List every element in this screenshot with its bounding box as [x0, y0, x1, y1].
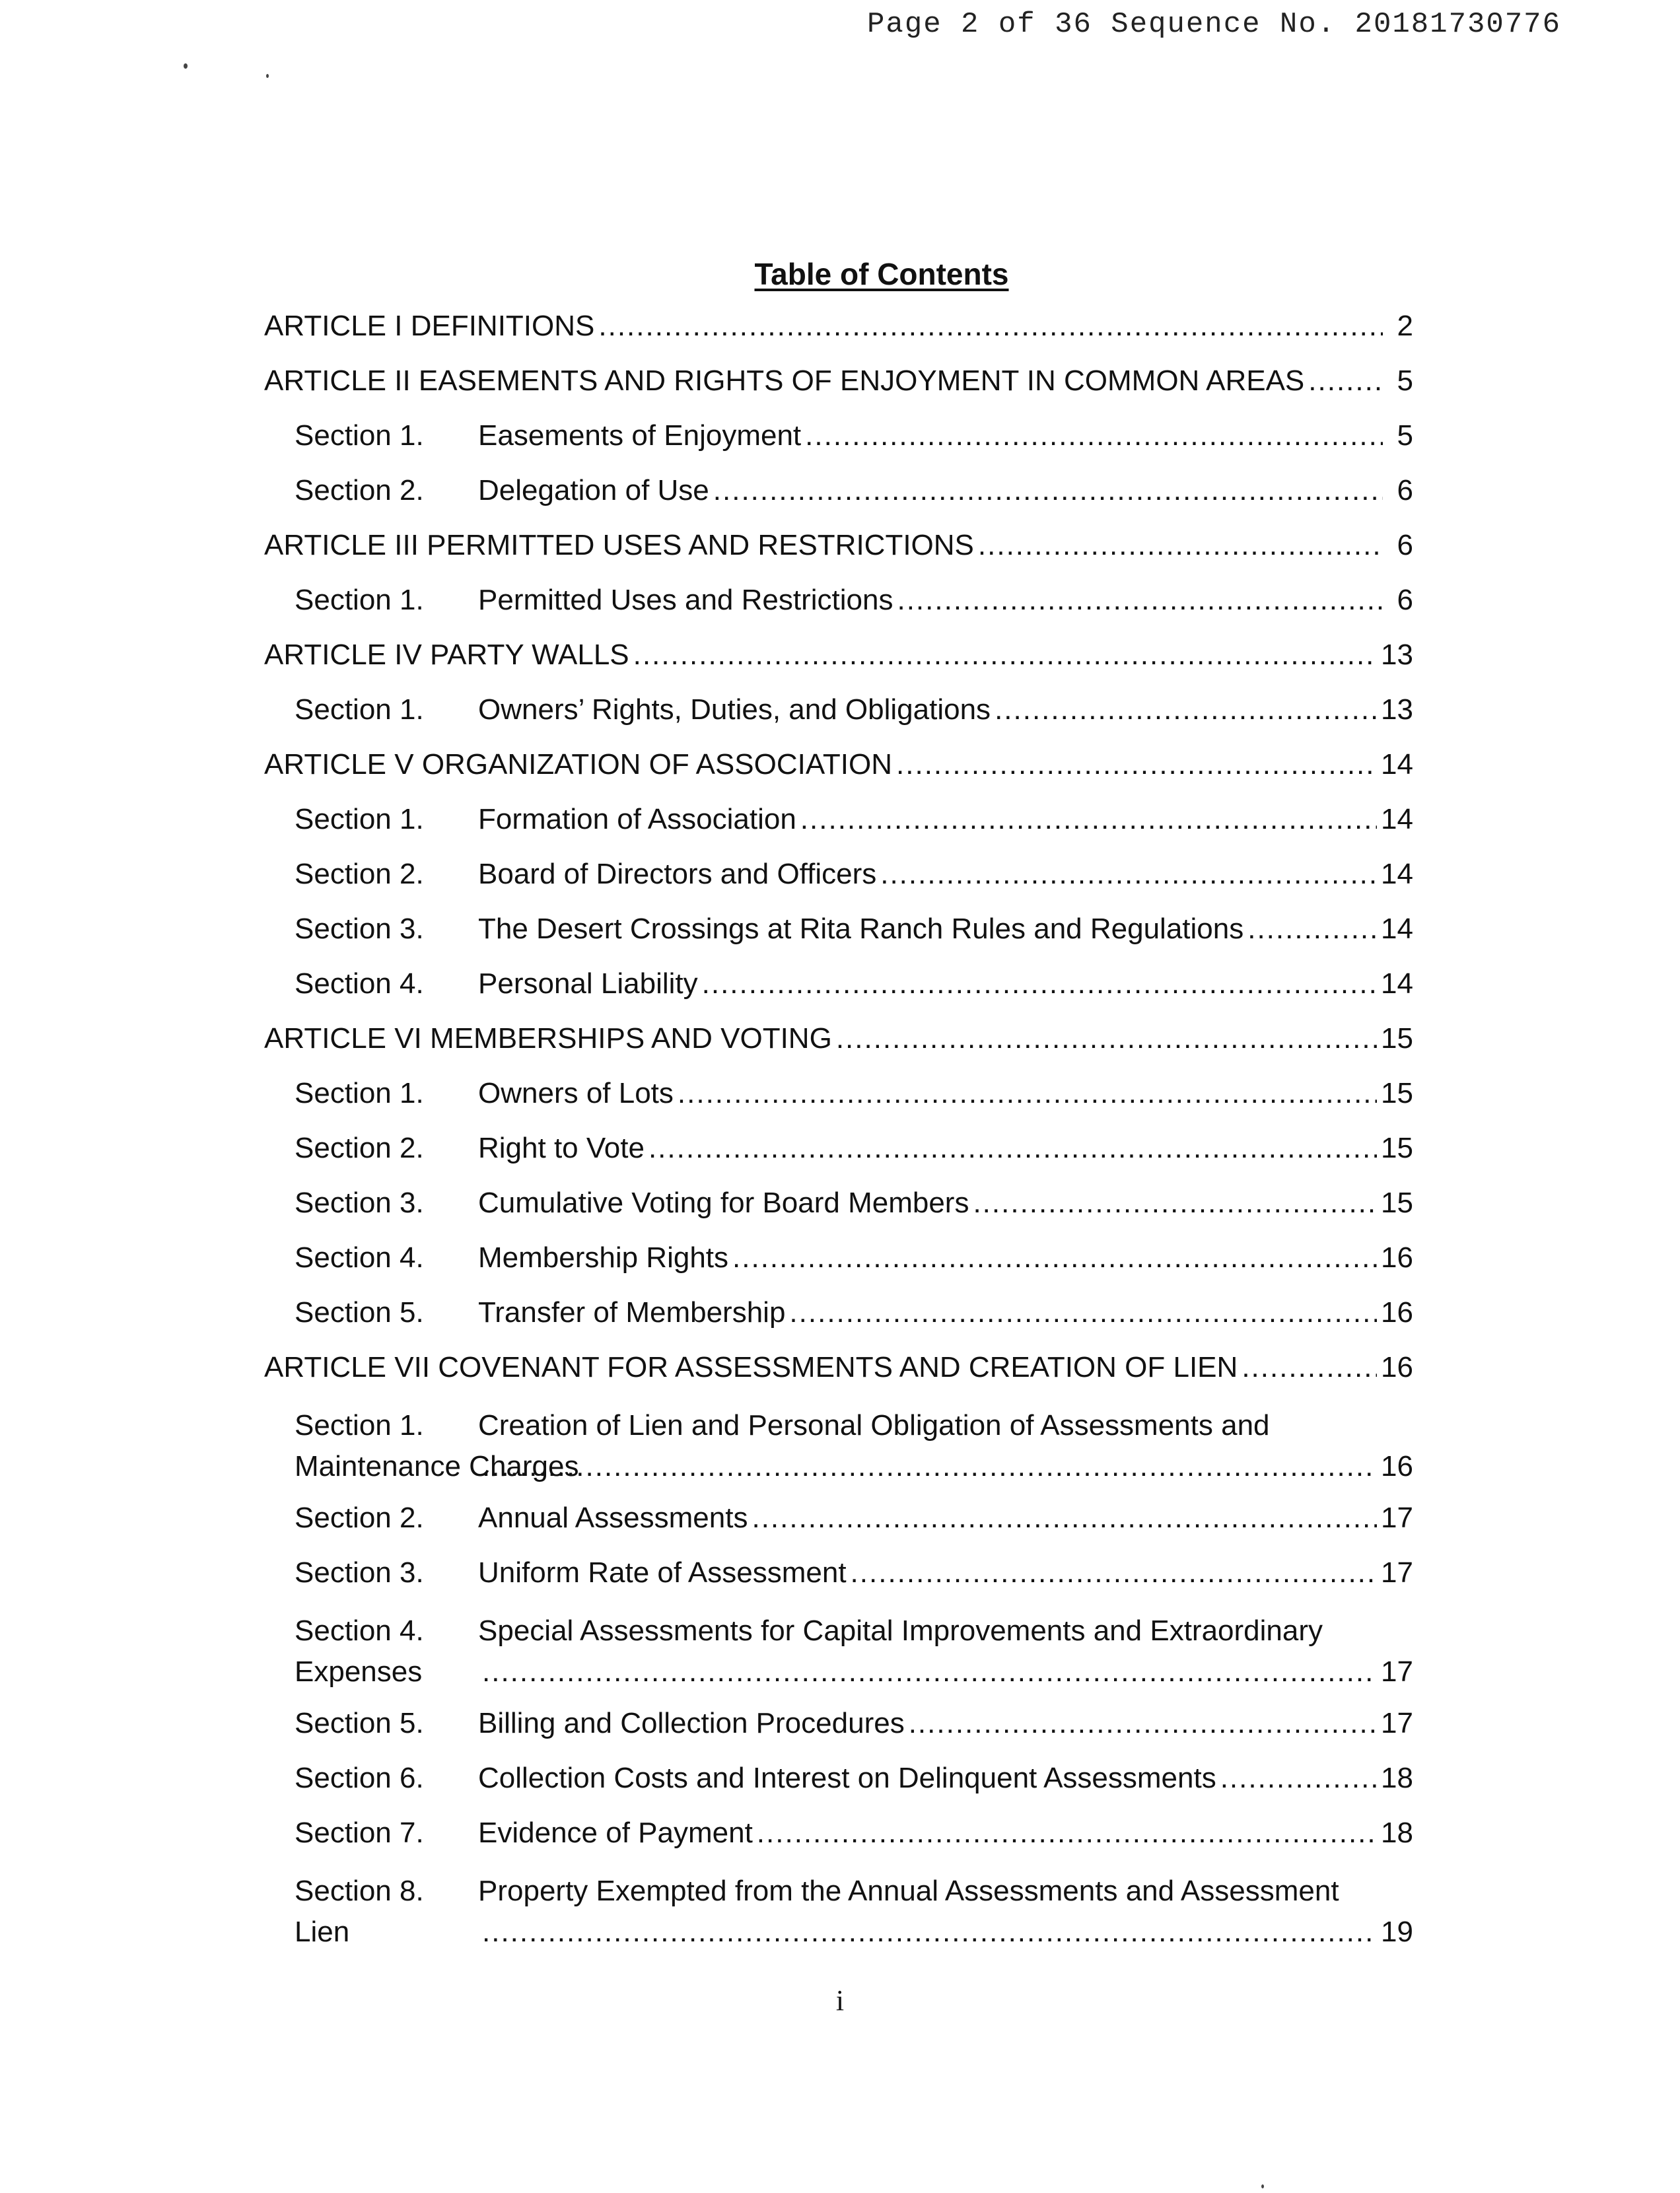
- toc-entry-label: Creation of Lien and Personal Obligation of Assessments and: [478, 1409, 1270, 1442]
- toc-section-entry[interactable]: [264, 1611, 1413, 1692]
- toc-entry-label: The Desert Crossings at Rita Ranch Rules and Regulations: [478, 913, 1244, 945]
- toc-entry-label: Membership Rights: [478, 1241, 729, 1274]
- dot-leader: [713, 473, 1383, 508]
- toc-section-entry[interactable]: [264, 912, 1413, 946]
- toc-entry-label: Delegation of Use: [478, 474, 709, 506]
- toc-entry-label-continued: Maintenance Charges: [295, 1450, 579, 1482]
- dot-leader: [909, 1706, 1377, 1741]
- toc-entry-page: 14: [1381, 748, 1413, 781]
- toc-section-entry[interactable]: [264, 1241, 1413, 1275]
- toc-section-entry[interactable]: [264, 419, 1413, 453]
- toc-article-entry[interactable]: [264, 309, 1413, 343]
- toc-title: Table of Contents: [754, 257, 1009, 291]
- toc-entry-page: 17: [1381, 1707, 1413, 1739]
- dot-leader: [1247, 912, 1377, 946]
- toc-entry-page: 16: [1381, 1241, 1413, 1274]
- toc-entry-page: 14: [1381, 803, 1413, 835]
- dot-leader: [805, 419, 1383, 453]
- toc-entry-page: 15: [1381, 1022, 1413, 1055]
- toc-entry-label: Property Exempted from the Annual Assessments and Assessment: [478, 1875, 1339, 1907]
- toc-entry-label: ARTICLE IV PARTY WALLS: [264, 639, 629, 671]
- toc-entry-page: 13: [1381, 639, 1413, 671]
- toc-section-number: Section 1.: [295, 1077, 424, 1109]
- toc-entry-page: 16: [1381, 1296, 1413, 1329]
- toc-section-entry[interactable]: [264, 473, 1413, 508]
- toc-section-number: Section 6.: [295, 1762, 424, 1794]
- toc-entry-page: 14: [1381, 967, 1413, 1000]
- toc-entry-label: Cumulative Voting for Board Members: [478, 1187, 969, 1219]
- toc-entry-page: 6: [1397, 529, 1413, 561]
- toc-entry-label: ARTICLE III PERMITTED USES AND RESTRICTIONS: [264, 529, 974, 561]
- page-number-footer: i: [835, 1984, 845, 2017]
- toc-section-number: Section 2.: [295, 1502, 424, 1534]
- toc-section-entry[interactable]: [264, 693, 1413, 727]
- toc-entry-label: ARTICLE VI MEMBERSHIPS AND VOTING: [264, 1022, 832, 1055]
- dot-leader: [752, 1501, 1377, 1535]
- toc-section-number: Section 1.: [295, 419, 424, 452]
- toc-entry-label: Personal Liability: [478, 967, 698, 1000]
- toc-section-entry[interactable]: [264, 1706, 1413, 1741]
- toc-section-number: Section 3.: [295, 913, 424, 945]
- dot-leader: [633, 638, 1377, 672]
- toc-entry-label: Board of Directors and Officers: [478, 858, 877, 890]
- toc-entry-page: 14: [1381, 913, 1413, 945]
- toc-entry-label-continued: Expenses: [295, 1655, 423, 1688]
- toc-article-entry[interactable]: [264, 1022, 1413, 1056]
- toc-section-entry[interactable]: [264, 1076, 1413, 1111]
- toc-entry-page: 17: [1381, 1556, 1413, 1589]
- toc-section-entry[interactable]: [264, 802, 1413, 837]
- toc-entry-page: 5: [1397, 419, 1413, 452]
- toc-entry-page: 15: [1381, 1187, 1413, 1219]
- toc-entry-page: 6: [1397, 584, 1413, 616]
- dot-leader: [973, 1186, 1377, 1220]
- dot-leader: [648, 1131, 1377, 1166]
- toc-section-number: Section 4.: [295, 1615, 424, 1647]
- toc-section-number: Section 4.: [295, 1241, 424, 1274]
- toc-section-entry[interactable]: [264, 1501, 1413, 1535]
- toc-section-number: Section 7.: [295, 1817, 424, 1849]
- toc-section-number: Section 5.: [295, 1296, 424, 1329]
- toc-entry-page: 14: [1381, 858, 1413, 890]
- toc-section-entry[interactable]: [264, 1405, 1413, 1487]
- toc-section-number: Section 2.: [295, 858, 424, 890]
- toc-entry-page: 15: [1381, 1077, 1413, 1109]
- toc-entry-label: Annual Assessments: [478, 1502, 748, 1534]
- toc-entry-page: 15: [1381, 1132, 1413, 1164]
- page-sequence-header: Page 2 of 36 Sequence No. 20181730776: [867, 8, 1561, 41]
- toc-section-entry[interactable]: [264, 1296, 1413, 1330]
- toc-article-entry[interactable]: [264, 1350, 1413, 1385]
- toc-entry-label: ARTICLE I DEFINITIONS: [264, 310, 595, 342]
- toc-section-entry[interactable]: [264, 967, 1413, 1001]
- dot-leader: [482, 1446, 1377, 1487]
- toc-article-entry[interactable]: [264, 528, 1413, 563]
- table-of-contents: [264, 256, 1413, 1967]
- toc-section-entry[interactable]: [264, 857, 1413, 891]
- dot-leader: [897, 583, 1383, 617]
- toc-entry-label: Owners’ Rights, Duties, and Obligations: [478, 693, 991, 726]
- dot-leader: [1308, 364, 1383, 398]
- dot-leader: [995, 693, 1377, 727]
- toc-entry-label: Easements of Enjoyment: [478, 419, 802, 452]
- dot-leader: [678, 1076, 1377, 1111]
- toc-article-entry[interactable]: [264, 748, 1413, 782]
- toc-entry-page: 13: [1381, 693, 1413, 726]
- toc-section-entry[interactable]: [264, 1871, 1413, 1953]
- toc-section-entry[interactable]: [264, 1761, 1413, 1795]
- toc-entry-page: 6: [1397, 474, 1413, 506]
- toc-section-entry[interactable]: [264, 583, 1413, 617]
- toc-entry-page: 5: [1397, 365, 1413, 397]
- scan-speck: [1261, 2184, 1264, 2188]
- scan-speck: [266, 74, 269, 78]
- toc-entry-label: ARTICLE V ORGANIZATION OF ASSOCIATION: [264, 748, 893, 781]
- toc-entry-label: Uniform Rate of Assessment: [478, 1556, 847, 1589]
- toc-entry-label: Formation of Association: [478, 803, 796, 835]
- toc-entry-page: 17: [1381, 1655, 1413, 1688]
- dot-leader: [851, 1556, 1378, 1590]
- dot-leader: [978, 528, 1383, 563]
- toc-entry-label: Permitted Uses and Restrictions: [478, 584, 893, 616]
- toc-entry-label: Billing and Collection Procedures: [478, 1707, 905, 1739]
- toc-section-number: Section 1.: [295, 803, 424, 835]
- toc-section-entry[interactable]: [264, 1131, 1413, 1166]
- toc-entry-label: Special Assessments for Capital Improvements and Extraordinary: [478, 1615, 1323, 1647]
- dot-leader: [896, 748, 1377, 782]
- toc-entry-page: 19: [1381, 1916, 1413, 1948]
- dot-leader: [702, 967, 1377, 1001]
- toc-entry-page: 18: [1381, 1762, 1413, 1794]
- toc-section-number: Section 8.: [295, 1875, 424, 1907]
- dot-leader: [732, 1241, 1377, 1275]
- dot-leader: [482, 1912, 1377, 1953]
- dot-leader: [757, 1816, 1377, 1850]
- toc-section-entry[interactable]: [264, 1186, 1413, 1220]
- toc-section-entry[interactable]: [264, 1556, 1413, 1590]
- dot-leader: [880, 857, 1377, 891]
- toc-section-number: Section 2.: [295, 474, 424, 506]
- toc-entry-label: ARTICLE II EASEMENTS AND RIGHTS OF ENJOYMENT IN COMMON AREAS: [264, 365, 1305, 397]
- toc-section-number: Section 4.: [295, 967, 424, 1000]
- toc-entries: [264, 309, 1413, 1953]
- toc-entry-label-continued: Lien: [295, 1916, 350, 1948]
- toc-section-entry[interactable]: [264, 1816, 1413, 1850]
- dot-leader: [1220, 1761, 1377, 1795]
- toc-section-number: Section 2.: [295, 1132, 424, 1164]
- toc-entry-page: 18: [1381, 1817, 1413, 1849]
- toc-section-number: Section 1.: [295, 693, 424, 726]
- toc-entry-label: ARTICLE VII COVENANT FOR ASSESSMENTS AND CREATION OF LIEN: [264, 1351, 1238, 1383]
- toc-section-number: Section 1.: [295, 584, 424, 616]
- dot-leader: [482, 1652, 1377, 1692]
- toc-entry-page: 16: [1381, 1351, 1413, 1383]
- toc-entry-label: Owners of Lots: [478, 1077, 674, 1109]
- toc-section-number: Section 1.: [295, 1409, 424, 1442]
- toc-entry-page: 2: [1397, 310, 1413, 342]
- toc-section-number: Section 5.: [295, 1707, 424, 1739]
- toc-entry-label: Collection Costs and Interest on Delinquent Assessments: [478, 1762, 1216, 1794]
- toc-entry-page: 16: [1381, 1450, 1413, 1482]
- toc-entry-label: Transfer of Membership: [478, 1296, 786, 1329]
- toc-section-number: Section 3.: [295, 1187, 424, 1219]
- toc-entry-label: Evidence of Payment: [478, 1817, 753, 1849]
- dot-leader: [800, 802, 1377, 837]
- toc-section-number: Section 3.: [295, 1556, 424, 1589]
- dot-leader: [598, 309, 1383, 343]
- dot-leader: [1242, 1350, 1377, 1385]
- toc-article-entry[interactable]: [264, 364, 1413, 398]
- dot-leader: [789, 1296, 1377, 1330]
- dot-leader: [836, 1022, 1377, 1056]
- toc-entry-page: 17: [1381, 1502, 1413, 1534]
- toc-entry-label: Right to Vote: [478, 1132, 645, 1164]
- toc-article-entry[interactable]: [264, 638, 1413, 672]
- scan-speck: [184, 63, 188, 69]
